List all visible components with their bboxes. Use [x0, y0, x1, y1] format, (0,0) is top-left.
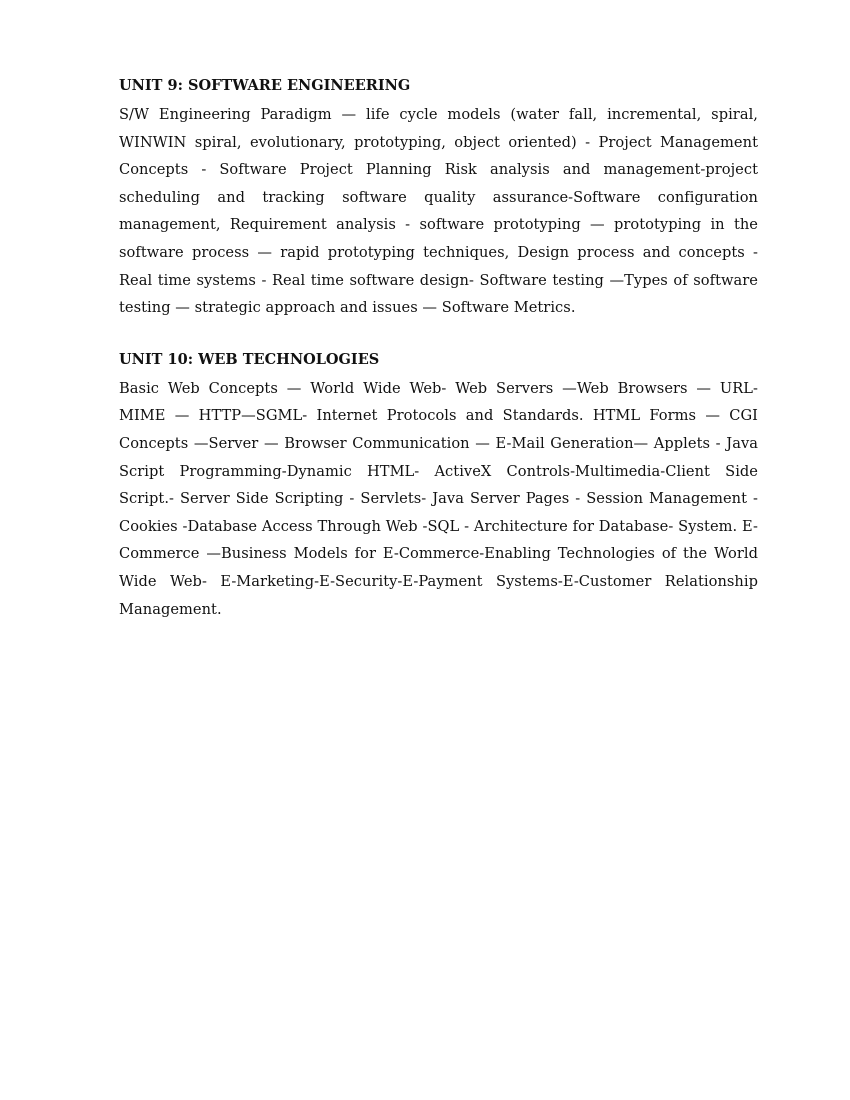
unit-9-heading: UNIT 9: SOFTWARE ENGINEERING	[119, 77, 411, 94]
unit-10-heading: UNIT 10: WEB TECHNOLOGIES	[119, 350, 380, 368]
unit-10-body: Basic Web Concepts — World Wide Web- Web Servers —Web Browsers — URL- MIME — HTTP—SGML- Internet Protocols and Standards. HTML Forms — CGI Concepts —Server — Browser Communication — E-Mail Generation— Applets - Java Script Programming-Dynamic HTML- ActiveX Controls-Multimedia-Client Side Script.- Server Side Scripting - Servlets- Java Server Pages - Session Management -Cookies -Database Access Through Web -SQL - Architecture for Database- System. E-Commerce —Business Models for E-Commerce-Enabling Technologies of the World Wide Web- E-Marketing-E-Security-E-Payment Systems-E-Customer Relationship Management.	[119, 379, 758, 618]
unit-10-section	[119, 348, 758, 623]
unit-9-section	[119, 74, 758, 322]
unit-9-body: S/W Engineering Paradigm — life cycle models (water fall, incremental, spiral, WINWIN spiral, evolutionary, prototyping, object oriented) - Project Management Concepts - Software Project Planning Risk analysis and management-project scheduling and tracking software quality assurance-Software configuration management, Requirement analysis - software prototyping — prototyping in the software process — rapid prototyping techniques, Design process and concepts - Real time systems - Real time software design- Software testing —Types of software testing — strategic approach and issues — Software Metrics.	[119, 106, 758, 317]
document-page	[119, 74, 758, 649]
